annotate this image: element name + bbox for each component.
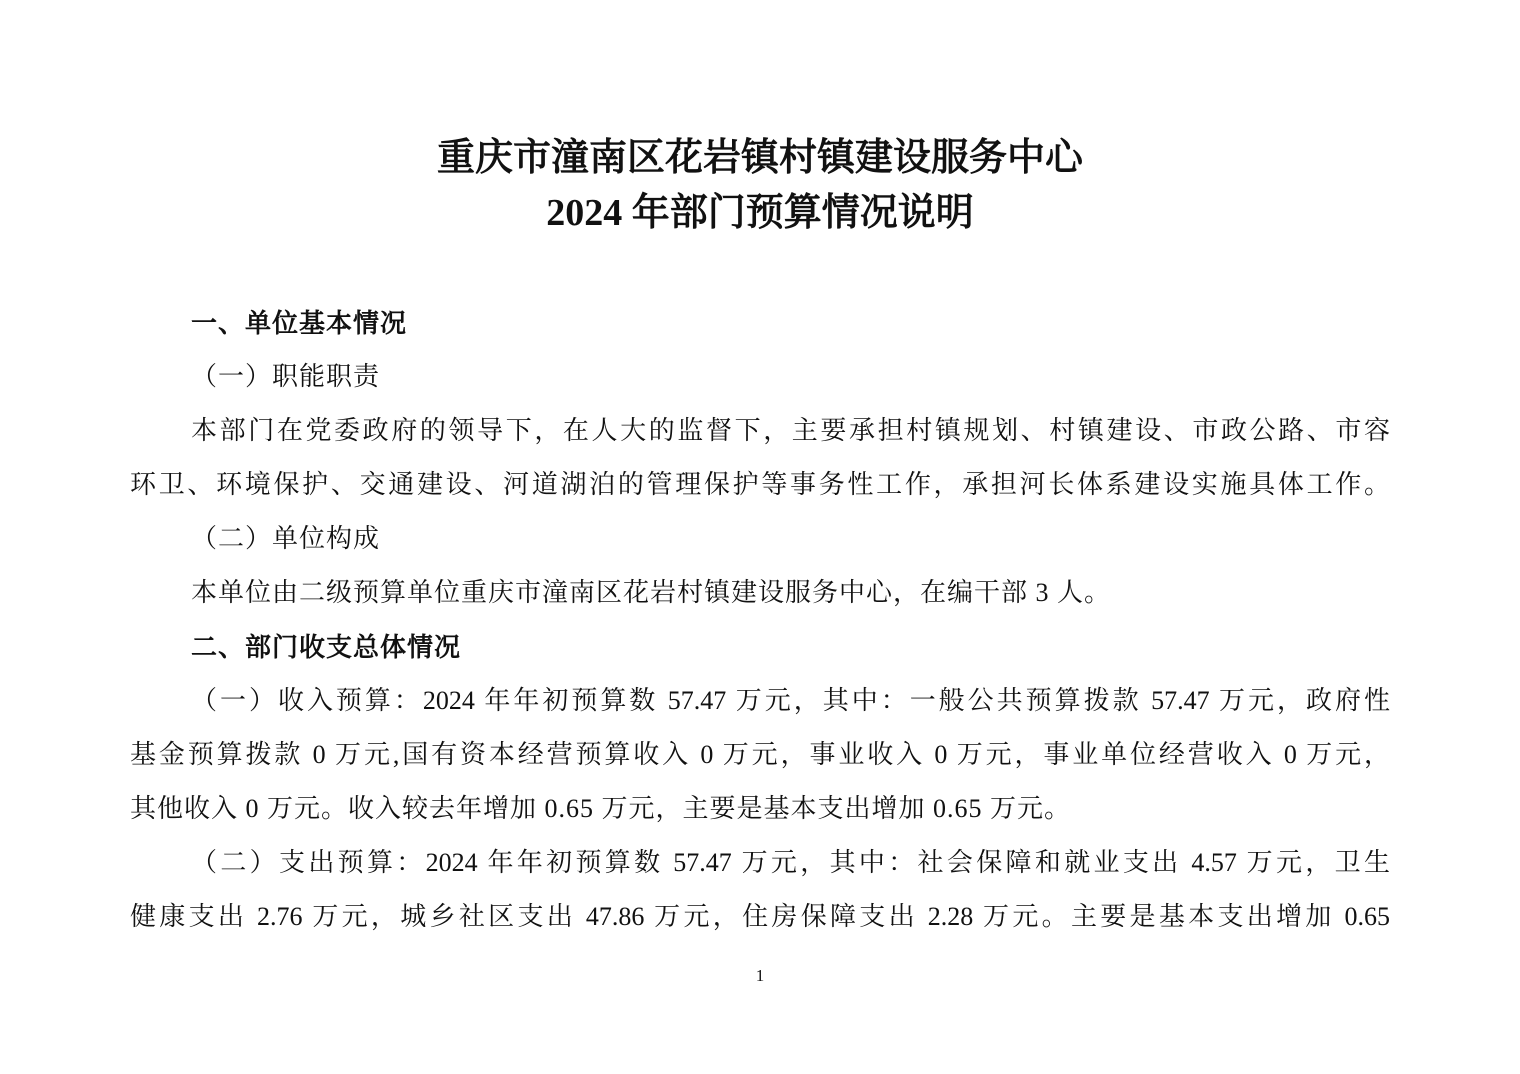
paragraph-line: 本单位由二级预算单位重庆市潼南区花岩村镇建设服务中心，在编干部 3 人。	[191, 578, 1112, 607]
section-heading-basic-info: 一、单位基本情况	[191, 308, 408, 338]
paragraph-line-income: （一）收入预算：2024 年年初预算数 57.47 万元，其中：一般公共预算拨款 57.47 万元，政府性	[191, 686, 1390, 715]
paragraph-line-income: 其他收入 0 万元。收入较去年增加 0.65 万元，主要是基本支出增加 0.65 万元。	[130, 794, 1072, 823]
paragraph-line: 环卫、环境保护、交通建设、河道湖泊的管理保护等事务性工作，承担河长体系建设实施具体工作。	[130, 470, 1390, 499]
page-number: 1	[755, 966, 765, 985]
paragraph-line-expenditure: （二）支出预算：2024 年年初预算数 57.47 万元，其中：社会保障和就业支出 4.57 万元，卫生	[191, 848, 1390, 877]
document-title-line-2: 2024 年部门预算情况说明	[546, 192, 974, 234]
document-body	[130, 296, 1390, 944]
paragraph-line-income: 基金预算拨款 0 万元,国有资本经营预算收入 0 万元，事业收入 0 万元，事业单位经营收入 0 万元，	[130, 740, 1390, 769]
document-title-line-1: 重庆市潼南区花岩镇村镇建设服务中心	[436, 137, 1083, 179]
subsection-heading-composition: （二）单位构成	[191, 524, 381, 553]
subsection-heading-functions: （一）职能职责	[191, 362, 381, 391]
paragraph-line: 本部门在党委政府的领导下，在人大的监督下，主要承担村镇规划、村镇建设、市政公路、市容	[191, 416, 1390, 445]
paragraph-line-expenditure: 健康支出 2.76 万元，城乡社区支出 47.86 万元，住房保障支出 2.28 万元。主要是基本支出增加 0.65	[130, 902, 1390, 931]
section-heading-budget-overview: 二、部门收支总体情况	[191, 632, 462, 662]
